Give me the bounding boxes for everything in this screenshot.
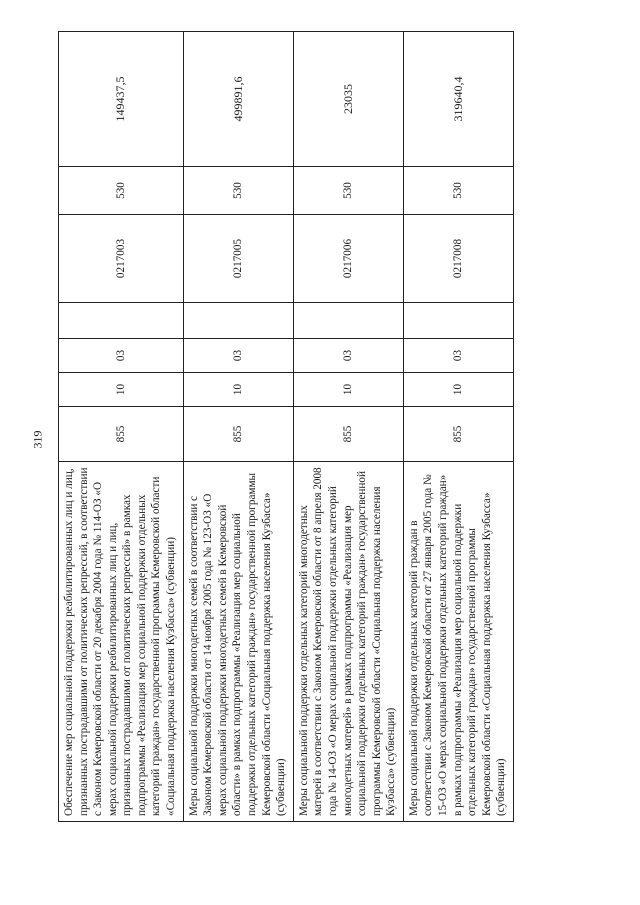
amount: 319640,4 bbox=[403, 32, 513, 167]
ministry-code: 855 bbox=[59, 407, 184, 462]
subsection-code: 03 bbox=[59, 339, 184, 373]
amount: 23035 bbox=[293, 32, 403, 167]
row-description: Обеспечение мер социальной поддержки реабилитированных лиц и лиц, признанных пострадавшими от политических репрессий, в соответствии с Законом Кемеровской области от 20 декабря 2004 года № 114-ОЗ «О мерах социальной поддержки реабилитированных лиц и лиц, признанных пострадавшими от политических репрессий» в рамках подпрограммы «Реализация мер социальной поддержки отдельных категорий граждан» государственной программы Кемеровской области «Социальная поддержка населения Кузбасса» (субвенции) bbox=[59, 462, 184, 822]
page-number: 319 bbox=[30, 430, 45, 449]
amount: 149437,5 bbox=[59, 32, 184, 167]
budget-table bbox=[58, 31, 514, 822]
empty-cell bbox=[183, 303, 293, 339]
expense-type-code: 530 bbox=[183, 167, 293, 215]
row-description: Меры социальной поддержки отдельных категорий многодетных матерей в соответствии с Законом Кемеровской области от 8 апреля 2008 года № 14-ОЗ «О мерах социальной поддержки отдельных категорий многодетных матерей» в рамках подпрограммы «Реализация мер социальной поддержки отдельных категорий граждан» государственной программы Кемеровской области «Социальная поддержка населения Кузбасса» (субвенции) bbox=[293, 462, 403, 822]
target-article-code: 0217006 bbox=[293, 215, 403, 303]
target-article-code: 0217008 bbox=[403, 215, 513, 303]
amount: 499891,6 bbox=[183, 32, 293, 167]
ministry-code: 855 bbox=[293, 407, 403, 462]
section-code: 10 bbox=[59, 373, 184, 407]
table-row bbox=[183, 32, 293, 822]
section-code: 10 bbox=[403, 373, 513, 407]
expense-type-code: 530 bbox=[403, 167, 513, 215]
table-row bbox=[59, 32, 184, 822]
subsection-code: 03 bbox=[403, 339, 513, 373]
empty-cell bbox=[293, 303, 403, 339]
budget-table-container bbox=[58, 32, 514, 822]
ministry-code: 855 bbox=[403, 407, 513, 462]
section-code: 10 bbox=[183, 373, 293, 407]
target-article-code: 0217005 bbox=[183, 215, 293, 303]
expense-type-code: 530 bbox=[293, 167, 403, 215]
section-code: 10 bbox=[293, 373, 403, 407]
table-row bbox=[293, 32, 403, 822]
empty-cell bbox=[59, 303, 184, 339]
row-description: Меры социальной поддержки многодетных семей в соответствии с Законом Кемеровской области от 14 ноября 2005 года № 123-ОЗ «О мерах социальной поддержки многодетных семей в Кемеровской области» в рамках подпрограммы «Реализация мер социальной поддержки отдельных категорий граждан» государственной программы Кемеровской области «Социальная поддержка населения Кузбасса» (субвенции) bbox=[183, 462, 293, 822]
subsection-code: 03 bbox=[183, 339, 293, 373]
empty-cell bbox=[403, 303, 513, 339]
row-description: Меры социальной поддержки отдельных категорий граждан в соответствии с Законом Кемеровской области от 27 января 2005 года № 15-ОЗ «О мерах социальной поддержки отдельных категорий граждан» в рамках подпрограммы «Реализация мер социальной поддержки отдельных категорий граждан» государственной программы Кемеровской области «Социальная поддержка населения Кузбасса» (субвенции) bbox=[403, 462, 513, 822]
target-article-code: 0217003 bbox=[59, 215, 184, 303]
ministry-code: 855 bbox=[183, 407, 293, 462]
subsection-code: 03 bbox=[293, 339, 403, 373]
table-row bbox=[403, 32, 513, 822]
expense-type-code: 530 bbox=[59, 167, 184, 215]
